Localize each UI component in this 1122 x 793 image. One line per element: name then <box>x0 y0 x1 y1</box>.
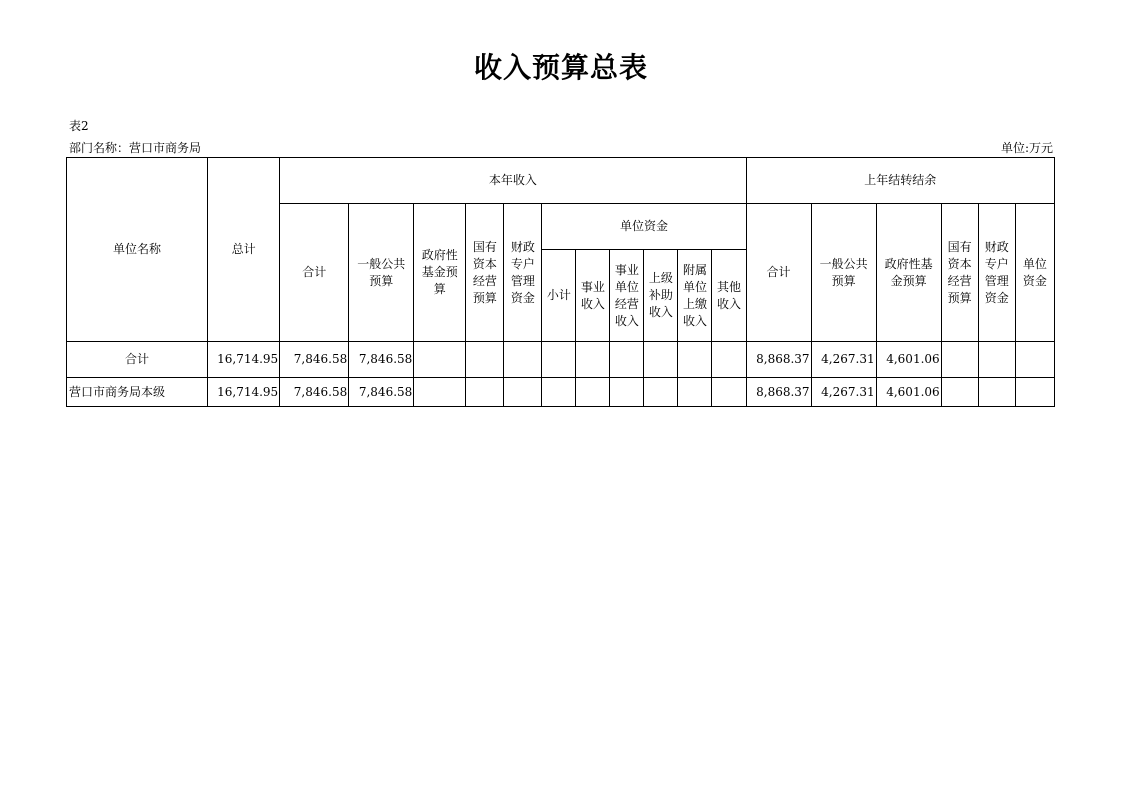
table-row <box>67 342 1055 378</box>
row-py-general: 4,267.31 <box>811 342 876 378</box>
row-py-total: 8,868.37 <box>746 378 811 407</box>
row-uf-business <box>576 378 610 407</box>
row-py-general: 4,267.31 <box>811 378 876 407</box>
table-row <box>67 378 1055 407</box>
row-py-state-capital <box>941 342 978 378</box>
row-py-unit-funds <box>1015 342 1054 378</box>
header-cy-state-capital: 国有资本经营预算 <box>466 204 504 342</box>
row-total: 16,714.95 <box>208 342 280 378</box>
header-unit-funds: 单位资金 <box>542 204 746 250</box>
row-uf-operating <box>610 378 644 407</box>
row-cy-general: 7,846.58 <box>349 342 414 378</box>
row-name: 营口市商务局本级 <box>67 378 208 407</box>
row-py-gov-fund: 4,601.06 <box>876 378 941 407</box>
row-total: 16,714.95 <box>208 378 280 407</box>
row-uf-subtotal <box>542 342 576 378</box>
row-py-total: 8,868.37 <box>746 342 811 378</box>
header-uf-operating: 事业单位经营收入 <box>610 250 644 342</box>
row-py-fiscal-special <box>978 378 1015 407</box>
row-name: 合计 <box>67 342 208 378</box>
row-py-gov-fund: 4,601.06 <box>876 342 941 378</box>
table-number: 表2 <box>69 119 89 133</box>
row-cy-fiscal-special <box>504 378 542 407</box>
row-uf-operating <box>610 342 644 378</box>
header-uf-affiliated: 附属单位上缴收入 <box>678 250 712 342</box>
currency-unit: 单位:万元 <box>1000 141 1053 155</box>
header-py-gov-fund: 政府性基金预算 <box>876 204 941 342</box>
row-cy-gov-fund <box>414 378 466 407</box>
header-current-year: 本年收入 <box>280 158 746 204</box>
row-cy-state-capital <box>466 378 504 407</box>
header-row-1 <box>67 158 1055 204</box>
row-cy-total: 7,846.58 <box>280 342 349 378</box>
header-total: 总计 <box>208 158 280 342</box>
row-uf-other <box>712 378 746 407</box>
row-py-fiscal-special <box>978 342 1015 378</box>
page-title: 收入预算总表 <box>473 51 648 84</box>
row-cy-fiscal-special <box>504 342 542 378</box>
header-cy-total: 合计 <box>280 204 349 342</box>
row-py-unit-funds <box>1015 378 1054 407</box>
header-py-unit-funds: 单位资金 <box>1015 204 1054 342</box>
header-previous-year: 上年结转结余 <box>746 158 1054 204</box>
header-py-general: 一般公共预算 <box>811 204 876 342</box>
row-uf-affiliated <box>678 342 712 378</box>
row-uf-subsidy <box>644 342 678 378</box>
row-uf-business <box>576 342 610 378</box>
row-uf-subtotal <box>542 378 576 407</box>
header-py-total: 合计 <box>746 204 811 342</box>
header-uf-business: 事业收入 <box>576 250 610 342</box>
row-cy-general: 7,846.58 <box>349 378 414 407</box>
header-cy-general: 一般公共预算 <box>349 204 414 342</box>
header-uf-subsidy: 上级补助收入 <box>644 250 678 342</box>
header-uf-subtotal: 小计 <box>542 250 576 342</box>
row-uf-other <box>712 342 746 378</box>
row-uf-affiliated <box>678 378 712 407</box>
header-py-state-capital: 国有资本经营预算 <box>941 204 978 342</box>
header-cy-gov-fund: 政府性基金预算 <box>414 204 466 342</box>
row-py-state-capital <box>941 378 978 407</box>
row-uf-subsidy <box>644 378 678 407</box>
row-cy-gov-fund <box>414 342 466 378</box>
header-py-fiscal-special: 财政专户管理资金 <box>978 204 1015 342</box>
department-name: 部门名称：营口市商务局 <box>69 141 202 155</box>
header-unit-name: 单位名称 <box>67 158 208 342</box>
income-budget-table <box>66 157 1055 407</box>
header-uf-other: 其他收入 <box>712 250 746 342</box>
row-cy-total: 7,846.58 <box>280 378 349 407</box>
row-cy-state-capital <box>466 342 504 378</box>
header-cy-fiscal-special: 财政专户管理资金 <box>504 204 542 342</box>
